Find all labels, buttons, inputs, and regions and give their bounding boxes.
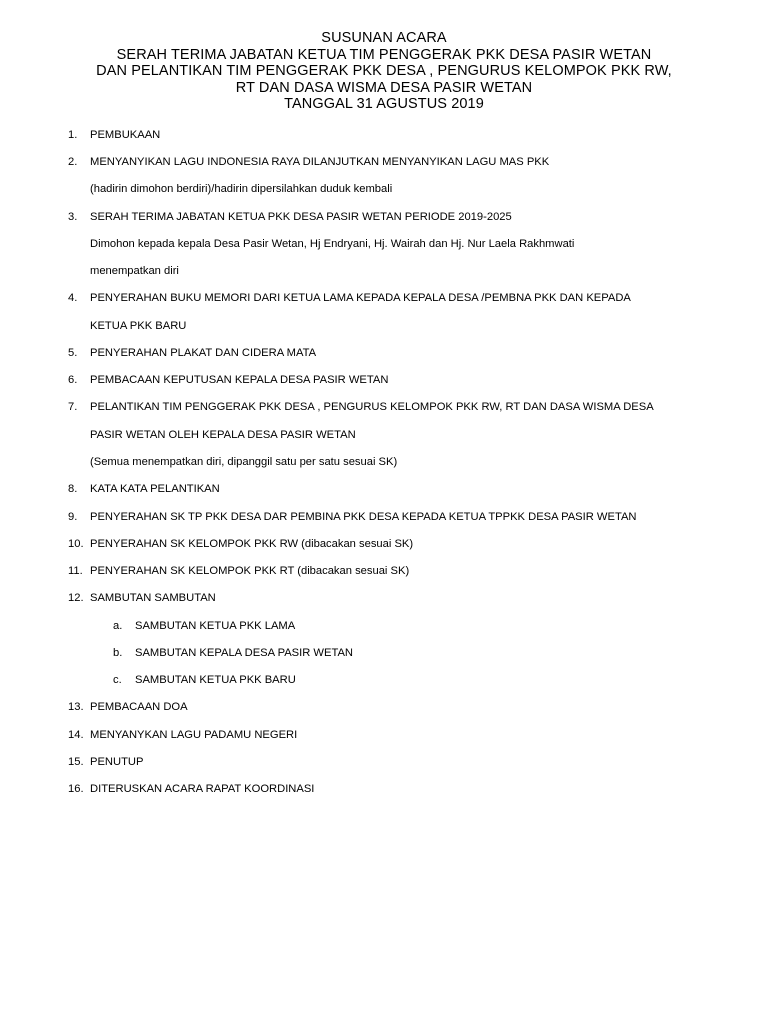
item-continuation: Dimohon kepada kepala Desa Pasir Wetan, Hj Endryani, Hj. Wairah dan Hj. Nur Laela Rakhmwati [90,238,575,250]
sub-item-letter: c. [113,674,122,686]
header-subtitle-3: RT DAN DASA WISMA DESA PASIR WETAN [235,79,533,96]
item-text: PENYERAHAN SK TP PKK DESA DAR PEMBINA PKK DESA KEPADA KETUA TPPKK DESA PASIR WETAN [90,511,637,523]
item-text: PENUTUP [90,756,144,768]
header-subtitle-2: DAN PELANTIKAN TIM PENGGERAK PKK DESA , PENGURUS KELOMPOK PKK RW, [96,63,672,80]
item-text: PELANTIKAN TIM PENGGERAK PKK DESA , PENGURUS KELOMPOK PKK RW, RT DAN DASA WISMA DESA [90,401,654,413]
document-header [0,30,768,113]
item-text: PEMBUKAAN [90,129,161,141]
item-number: 11. [68,565,83,577]
item-continuation: KETUA PKK BARU [90,320,187,332]
item-continuation: (hadirin dimohon berdiri)/hadirin dipersilahkan duduk kembali [90,183,393,195]
item-number: 14. [68,729,84,741]
item-number: 7. [68,401,78,413]
item-number: 6. [68,374,78,386]
item-text: PENYERAHAN SK KELOMPOK PKK RT (dibacakan sesuai SK) [90,565,410,577]
item-number: 1. [68,129,78,141]
header-date: TANGGAL 31 AGUSTUS 2019 [284,96,484,113]
sub-item-letter: b. [113,647,123,659]
item-number: 12. [68,592,84,604]
sub-item-text: SAMBUTAN KETUA PKK LAMA [135,620,296,632]
item-text: MENYANYIKAN LAGU INDONESIA RAYA DILANJUTKAN MENYANYIKAN LAGU MAS PKK [90,156,550,168]
item-continuation: menempatkan diri [90,265,179,277]
item-text: PENYERAHAN SK KELOMPOK PKK RW (dibacakan sesuai SK) [90,538,414,550]
header-subtitle-1: SERAH TERIMA JABATAN KETUA TIM PENGGERAK PKK DESA PASIR WETAN [116,46,652,63]
item-text: PEMBACAAN DOA [90,701,188,713]
item-number: 8. [68,483,78,495]
sub-item-letter: a. [113,620,123,632]
item-number: 16. [68,783,84,795]
item-number: 4. [68,292,78,304]
item-number: 10. [68,538,84,550]
header-title: SUSUNAN ACARA [321,30,447,46]
item-text: PENYERAHAN PLAKAT DAN CIDERA MATA [90,347,317,359]
item-text: SAMBUTAN SAMBUTAN [90,592,216,604]
item-text: PEMBACAAN KEPUTUSAN KEPALA DESA PASIR WETAN [90,374,389,386]
item-text: PENYERAHAN BUKU MEMORI DARI KETUA LAMA KEPADA KEPALA DESA /PEMBNA PKK DAN KEPADA [90,292,631,304]
item-number: 3. [68,211,78,223]
item-text: DITERUSKAN ACARA RAPAT KOORDINASI [90,783,315,795]
item-text: MENYANYKAN LAGU PADAMU NEGERI [90,729,298,741]
item-continuation: (Semua menempatkan diri, dipanggil satu per satu sesuai SK) [90,456,398,468]
item-number: 2. [68,156,78,168]
item-continuation: PASIR WETAN OLEH KEPALA DESA PASIR WETAN [90,429,356,441]
sub-item-text: SAMBUTAN KETUA PKK BARU [135,674,296,686]
item-text: SERAH TERIMA JABATAN KETUA PKK DESA PASIR WETAN PERIODE 2019-2025 [90,211,512,223]
item-number: 9. [68,511,78,523]
item-number: 15. [68,756,84,768]
item-number: 13. [68,701,84,713]
sub-item-text: SAMBUTAN KEPALA DESA PASIR WETAN [135,647,353,659]
item-number: 5. [68,347,78,359]
item-text: KATA KATA PELANTIKAN [90,483,220,495]
